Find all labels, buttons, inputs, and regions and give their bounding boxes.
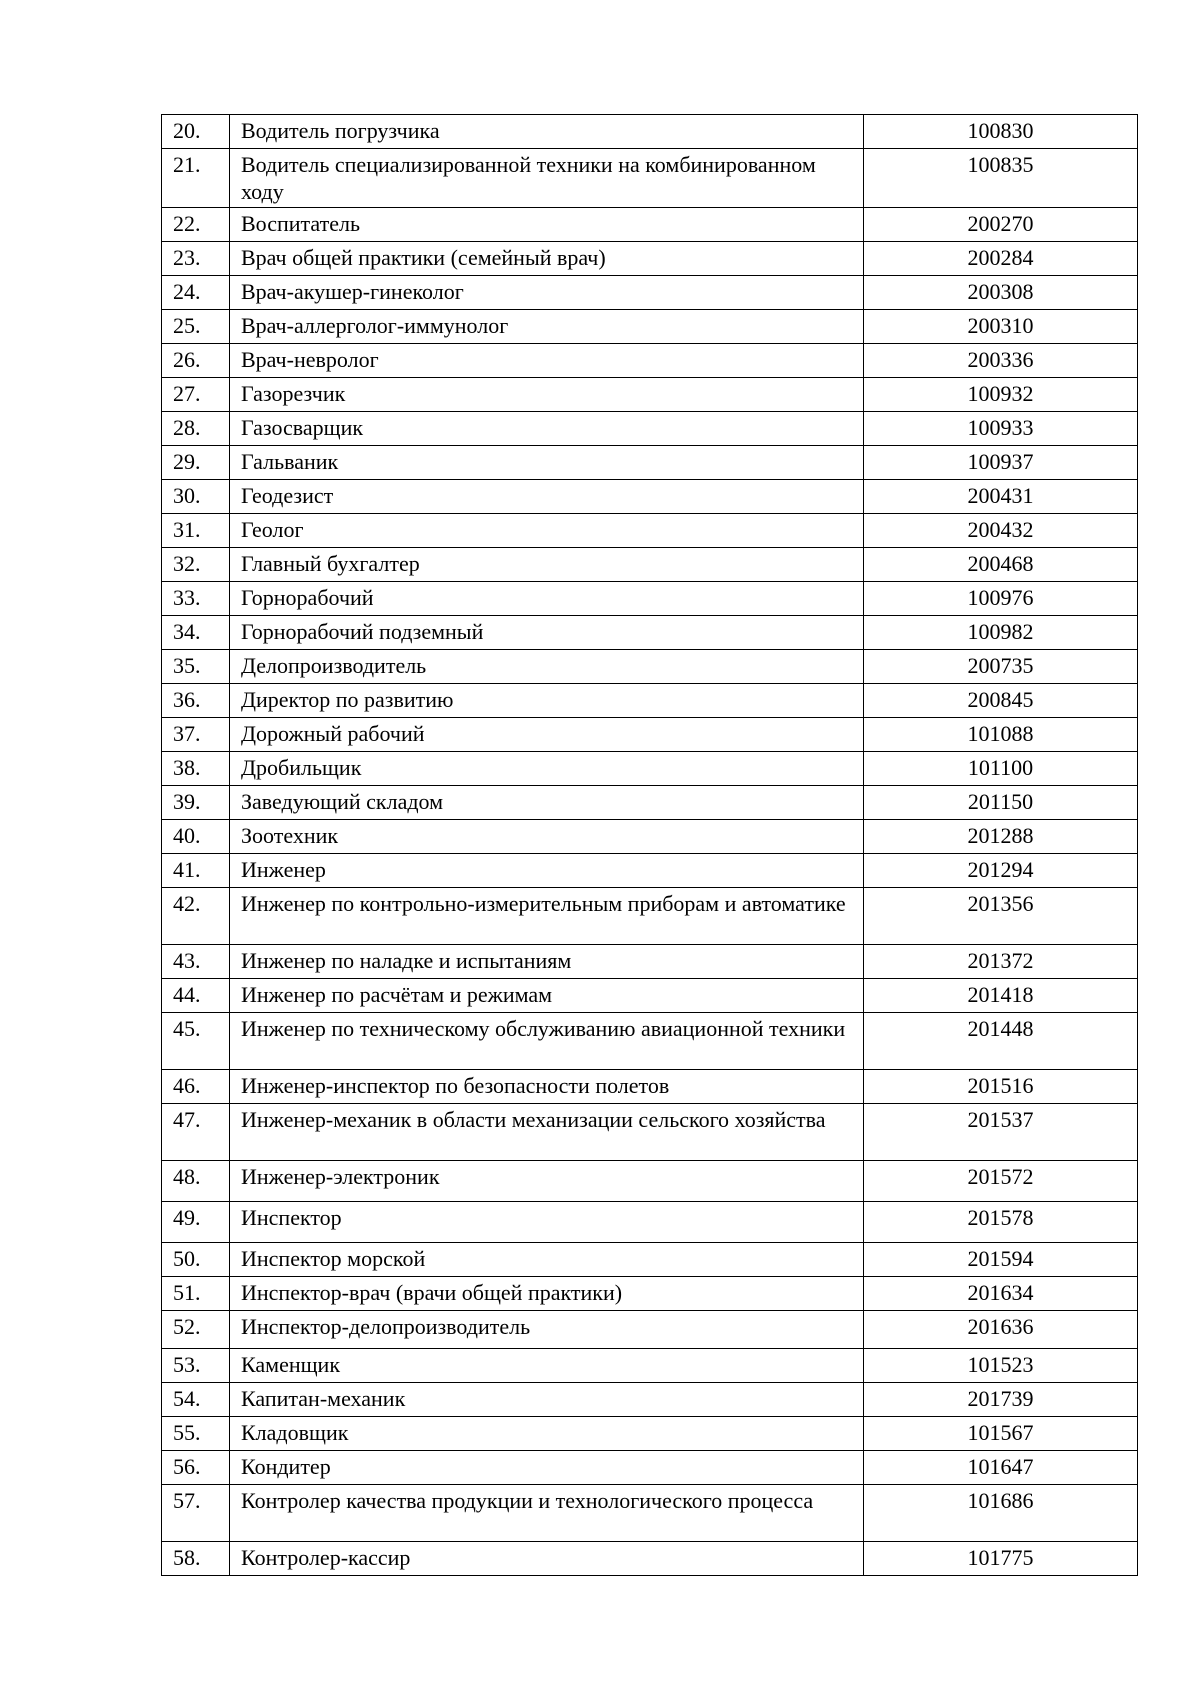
row-number: 25.	[162, 310, 230, 344]
professions-table	[161, 114, 1138, 1576]
table-row	[162, 344, 1138, 378]
profession-name: Воспитатель	[230, 208, 864, 242]
profession-code: 200431	[864, 480, 1138, 514]
profession-code: 201372	[864, 945, 1138, 979]
row-number: 22.	[162, 208, 230, 242]
profession-name: Горнорабочий	[230, 582, 864, 616]
row-number: 44.	[162, 979, 230, 1013]
row-number: 30.	[162, 480, 230, 514]
row-number: 38.	[162, 752, 230, 786]
profession-name: Инженер по техническому обслуживанию авиационной техники	[230, 1013, 864, 1070]
profession-name: Врач-акушер-гинеколог	[230, 276, 864, 310]
profession-code: 200735	[864, 650, 1138, 684]
profession-name: Гальваник	[230, 446, 864, 480]
row-number: 26.	[162, 344, 230, 378]
profession-code: 100982	[864, 616, 1138, 650]
profession-name: Врач-невролог	[230, 344, 864, 378]
profession-name: Инспектор-врач (врачи общей практики)	[230, 1277, 864, 1311]
profession-name: Газосварщик	[230, 412, 864, 446]
table-row	[162, 1417, 1138, 1451]
profession-name: Геодезист	[230, 480, 864, 514]
table-row	[162, 149, 1138, 208]
profession-name: Заведующий складом	[230, 786, 864, 820]
row-number: 32.	[162, 548, 230, 582]
row-number: 57.	[162, 1485, 230, 1542]
table-row	[162, 1311, 1138, 1349]
table-row	[162, 1013, 1138, 1070]
profession-code: 200468	[864, 548, 1138, 582]
profession-name: Газорезчик	[230, 378, 864, 412]
row-number: 23.	[162, 242, 230, 276]
profession-name: Кладовщик	[230, 1417, 864, 1451]
profession-name: Инспектор-делопроизводитель	[230, 1311, 864, 1349]
profession-name: Водитель специализированной техники на комбинированном ходу	[230, 149, 864, 208]
row-number: 39.	[162, 786, 230, 820]
table-row	[162, 616, 1138, 650]
table-row	[162, 1202, 1138, 1243]
table-row	[162, 548, 1138, 582]
row-number: 20.	[162, 115, 230, 149]
profession-code: 101686	[864, 1485, 1138, 1542]
row-number: 58.	[162, 1542, 230, 1576]
profession-code: 101523	[864, 1349, 1138, 1383]
table-row	[162, 276, 1138, 310]
table-row	[162, 650, 1138, 684]
professions-table-body	[162, 115, 1138, 1576]
row-number: 53.	[162, 1349, 230, 1383]
profession-name: Дорожный рабочий	[230, 718, 864, 752]
profession-code: 201418	[864, 979, 1138, 1013]
row-number: 56.	[162, 1451, 230, 1485]
row-number: 36.	[162, 684, 230, 718]
profession-name: Зоотехник	[230, 820, 864, 854]
table-row	[162, 514, 1138, 548]
row-number: 48.	[162, 1161, 230, 1202]
profession-name: Контролер качества продукции и технологического процесса	[230, 1485, 864, 1542]
profession-code: 101775	[864, 1542, 1138, 1576]
table-row	[162, 979, 1138, 1013]
profession-code: 201636	[864, 1311, 1138, 1349]
profession-code: 201578	[864, 1202, 1138, 1243]
profession-name: Врач общей практики (семейный врач)	[230, 242, 864, 276]
table-row	[162, 1383, 1138, 1417]
row-number: 21.	[162, 149, 230, 208]
row-number: 54.	[162, 1383, 230, 1417]
row-number: 45.	[162, 1013, 230, 1070]
table-row	[162, 208, 1138, 242]
table-row	[162, 1070, 1138, 1104]
profession-name: Инженер по расчётам и режимам	[230, 979, 864, 1013]
profession-code: 201356	[864, 888, 1138, 945]
row-number: 28.	[162, 412, 230, 446]
profession-code: 100932	[864, 378, 1138, 412]
table-row	[162, 1277, 1138, 1311]
profession-name: Инженер по контрольно-измерительным приборам и автоматике	[230, 888, 864, 945]
profession-code: 201594	[864, 1243, 1138, 1277]
profession-name: Инженер-механик в области механизации сельского хозяйства	[230, 1104, 864, 1161]
profession-name: Инспектор морской	[230, 1243, 864, 1277]
profession-code: 100835	[864, 149, 1138, 208]
profession-code: 201516	[864, 1070, 1138, 1104]
table-row	[162, 582, 1138, 616]
table-row	[162, 786, 1138, 820]
table-row	[162, 888, 1138, 945]
table-row	[162, 718, 1138, 752]
table-row	[162, 1349, 1138, 1383]
row-number: 43.	[162, 945, 230, 979]
profession-code: 200310	[864, 310, 1138, 344]
row-number: 40.	[162, 820, 230, 854]
profession-code: 200284	[864, 242, 1138, 276]
row-number: 46.	[162, 1070, 230, 1104]
profession-code: 201537	[864, 1104, 1138, 1161]
profession-name: Инспектор	[230, 1202, 864, 1243]
profession-name: Инженер-инспектор по безопасности полетов	[230, 1070, 864, 1104]
profession-code: 200845	[864, 684, 1138, 718]
row-number: 24.	[162, 276, 230, 310]
profession-code: 100933	[864, 412, 1138, 446]
row-number: 29.	[162, 446, 230, 480]
profession-name: Кондитер	[230, 1451, 864, 1485]
row-number: 49.	[162, 1202, 230, 1243]
table-row	[162, 310, 1138, 344]
row-number: 42.	[162, 888, 230, 945]
profession-code: 200270	[864, 208, 1138, 242]
table-row	[162, 684, 1138, 718]
profession-code: 101567	[864, 1417, 1138, 1451]
row-number: 41.	[162, 854, 230, 888]
profession-code: 101647	[864, 1451, 1138, 1485]
table-row	[162, 1243, 1138, 1277]
profession-code: 200336	[864, 344, 1138, 378]
profession-code: 101100	[864, 752, 1138, 786]
table-row	[162, 242, 1138, 276]
profession-code: 201294	[864, 854, 1138, 888]
profession-name: Каменщик	[230, 1349, 864, 1383]
row-number: 55.	[162, 1417, 230, 1451]
profession-code: 101088	[864, 718, 1138, 752]
profession-code: 100976	[864, 582, 1138, 616]
table-row	[162, 945, 1138, 979]
profession-name: Врач-аллерголог-иммунолог	[230, 310, 864, 344]
table-row	[162, 820, 1138, 854]
table-row	[162, 1485, 1138, 1542]
profession-code: 200308	[864, 276, 1138, 310]
profession-name: Водитель погрузчика	[230, 115, 864, 149]
profession-name: Горнорабочий подземный	[230, 616, 864, 650]
profession-code: 100830	[864, 115, 1138, 149]
row-number: 51.	[162, 1277, 230, 1311]
table-row	[162, 480, 1138, 514]
table-row	[162, 1104, 1138, 1161]
table-row	[162, 752, 1138, 786]
row-number: 27.	[162, 378, 230, 412]
profession-name: Инженер по наладке и испытаниям	[230, 945, 864, 979]
table-row	[162, 115, 1138, 149]
row-number: 50.	[162, 1243, 230, 1277]
profession-name: Главный бухгалтер	[230, 548, 864, 582]
profession-code: 201572	[864, 1161, 1138, 1202]
profession-code: 200432	[864, 514, 1138, 548]
profession-name: Капитан-механик	[230, 1383, 864, 1417]
row-number: 31.	[162, 514, 230, 548]
profession-name: Делопроизводитель	[230, 650, 864, 684]
table-row	[162, 446, 1138, 480]
row-number: 47.	[162, 1104, 230, 1161]
profession-name: Контролер-кассир	[230, 1542, 864, 1576]
table-row	[162, 1161, 1138, 1202]
profession-name: Геолог	[230, 514, 864, 548]
profession-code: 201288	[864, 820, 1138, 854]
row-number: 35.	[162, 650, 230, 684]
row-number: 33.	[162, 582, 230, 616]
table-row	[162, 854, 1138, 888]
profession-name: Инженер-электроник	[230, 1161, 864, 1202]
profession-name: Дробильщик	[230, 752, 864, 786]
table-row	[162, 378, 1138, 412]
table-row	[162, 1451, 1138, 1485]
row-number: 34.	[162, 616, 230, 650]
profession-code: 201739	[864, 1383, 1138, 1417]
table-row	[162, 412, 1138, 446]
row-number: 52.	[162, 1311, 230, 1349]
profession-code: 201448	[864, 1013, 1138, 1070]
table-row	[162, 1542, 1138, 1576]
profession-code: 201150	[864, 786, 1138, 820]
profession-name: Инженер	[230, 854, 864, 888]
profession-code: 201634	[864, 1277, 1138, 1311]
profession-name: Директор по развитию	[230, 684, 864, 718]
row-number: 37.	[162, 718, 230, 752]
profession-code: 100937	[864, 446, 1138, 480]
